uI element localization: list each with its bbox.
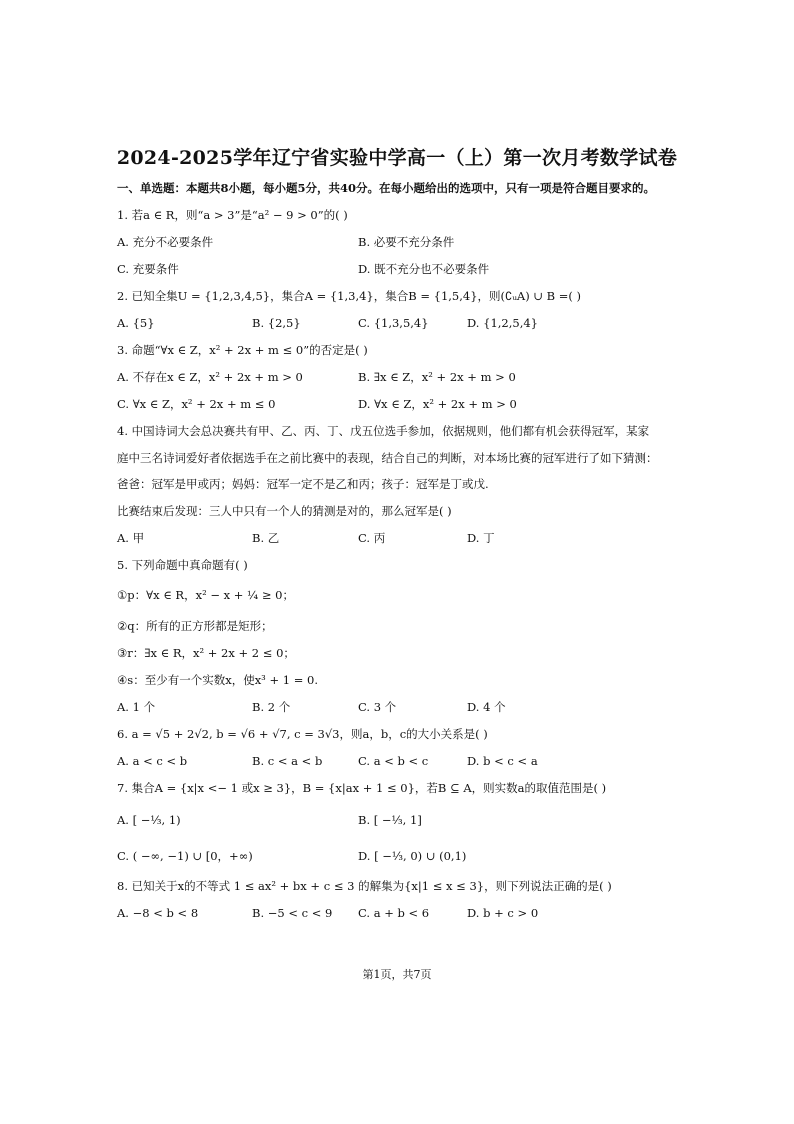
q3-option-a: A. 不存在x ∈ Z，x² + 2x + m > 0 bbox=[117, 370, 303, 384]
q5-option-c: C. 3 个 bbox=[358, 700, 397, 714]
q5-option-a: A. 1 个 bbox=[117, 700, 156, 714]
q3-option-c: C. ∀x ∈ Z，x² + 2x + m ≤ 0 bbox=[117, 397, 276, 411]
q6-option-a: A. a < c < b bbox=[117, 754, 188, 768]
q2-option-a: A. {5} bbox=[117, 316, 155, 330]
q1-option-d: D. 既不充分也不必要条件 bbox=[358, 262, 490, 276]
q6-option-d: D. b < c < a bbox=[467, 754, 538, 768]
page-title: 2024-2025学年辽宁省实验中学高一（上）第一次月考数学试卷 bbox=[116, 147, 678, 169]
q7-option-c: C. ( −∞, −1) ∪ [0，+∞) bbox=[117, 849, 253, 863]
question-6-stem: 6. a = √5 + 2√2, b = √6 + √7, c = 3√3，则a，b，c的大小关系是( ) bbox=[117, 727, 488, 741]
q5-proposition-s: ④s：至少有一个实数x，使x³ + 1 = 0. bbox=[117, 673, 318, 687]
q7-option-b: B. [ −⅓, 1] bbox=[358, 813, 422, 827]
q4-option-b: B. 乙 bbox=[252, 531, 280, 545]
section-header: 一、单选题：本题共8小题，每小题5分，共40分。在每小题给出的选项中，只有一项是符合题目要求的。 bbox=[117, 181, 656, 195]
question-5-stem: 5. 下列命题中真命题有( ) bbox=[117, 558, 248, 572]
q8-option-d: D. b + c > 0 bbox=[467, 906, 539, 920]
q4-option-a: A. 甲 bbox=[117, 531, 145, 545]
q8-option-a: A. −8 < b < 8 bbox=[117, 906, 199, 920]
q3-option-b: B. ∃x ∈ Z，x² + 2x + m > 0 bbox=[358, 370, 516, 384]
q8-option-b: B. −5 < c < 9 bbox=[252, 906, 333, 920]
question-7-stem: 7. 集合A = {x|x <− 1 或x ≥ 3}，B = {x|ax + 1 ≤ 0}，若B ⊆ A，则实数a的取值范围是( ) bbox=[117, 781, 607, 795]
question-3-stem: 3. 命题“∀x ∈ Z，x² + 2x + m ≤ 0”的否定是( ) bbox=[117, 343, 368, 357]
question-8-stem: 8. 已知关于x的不等式 1 ≤ ax² + bx + c ≤ 3 的解集为{x|1 ≤ x ≤ 3}，则下列说法正确的是( ) bbox=[117, 879, 612, 893]
q1-option-a: A. 充分不必要条件 bbox=[117, 235, 214, 249]
q8-option-c: C. a + b < 6 bbox=[358, 906, 430, 920]
q5-proposition-q: ②q：所有的正方形都是矩形； bbox=[117, 619, 273, 633]
q6-option-b: B. c < a < b bbox=[252, 754, 323, 768]
question-2-stem: 2. 已知全集U = {1,2,3,4,5}，集合A = {1,3,4}，集合B = {1,5,4}，则(∁ᵤA) ∪ B =( ) bbox=[117, 289, 582, 303]
q2-option-c: C. {1,3,5,4} bbox=[358, 316, 429, 330]
page-footer: 第1页，共7页 bbox=[362, 968, 432, 981]
question-4-line-4: 比赛结束后发现：三人中只有一个人的猜测是对的，那么冠军是( ) bbox=[117, 504, 452, 518]
question-4-line-3: 爸爸：冠军是甲或丙；妈妈：冠军一定不是乙和丙；孩子：冠军是丁或戊. bbox=[117, 477, 489, 491]
q4-option-d: D. 丁 bbox=[467, 531, 495, 545]
q3-option-d: D. ∀x ∈ Z，x² + 2x + m > 0 bbox=[358, 397, 517, 411]
q1-option-c: C. 充要条件 bbox=[117, 262, 179, 276]
question-4-line-1: 4. 中国诗词大会总决赛共有甲、乙、丙、丁、戊五位选手参加，依据规则，他们都有机会获得冠军，某家 bbox=[117, 424, 650, 438]
q5-proposition-r: ③r：∃x ∈ R，x² + 2x + 2 ≤ 0； bbox=[117, 646, 295, 660]
q2-option-d: D. {1,2,5,4} bbox=[467, 316, 538, 330]
question-4-line-2: 庭中三名诗词爱好者依据选手在之前比赛中的表现，结合自己的判断，对本场比赛的冠军进行了如下猜测： bbox=[117, 451, 658, 465]
q7-option-a: A. [ −⅓, 1) bbox=[117, 813, 181, 827]
q5-proposition-p: ①p：∀x ∈ R，x² − x + ¼ ≥ 0； bbox=[117, 588, 294, 602]
q1-option-b: B. 必要不充分条件 bbox=[358, 235, 455, 249]
q5-option-b: B. 2 个 bbox=[252, 700, 291, 714]
q6-option-c: C. a < b < c bbox=[358, 754, 429, 768]
question-1-stem: 1. 若a ∈ R，则“a > 3”是“a² − 9 > 0”的( ) bbox=[117, 208, 348, 222]
q5-option-d: D. 4 个 bbox=[467, 700, 506, 714]
q2-option-b: B. {2,5} bbox=[252, 316, 301, 330]
q4-option-c: C. 丙 bbox=[358, 531, 386, 545]
q7-option-d: D. [ −⅓, 0) ∪ (0,1) bbox=[358, 849, 467, 863]
